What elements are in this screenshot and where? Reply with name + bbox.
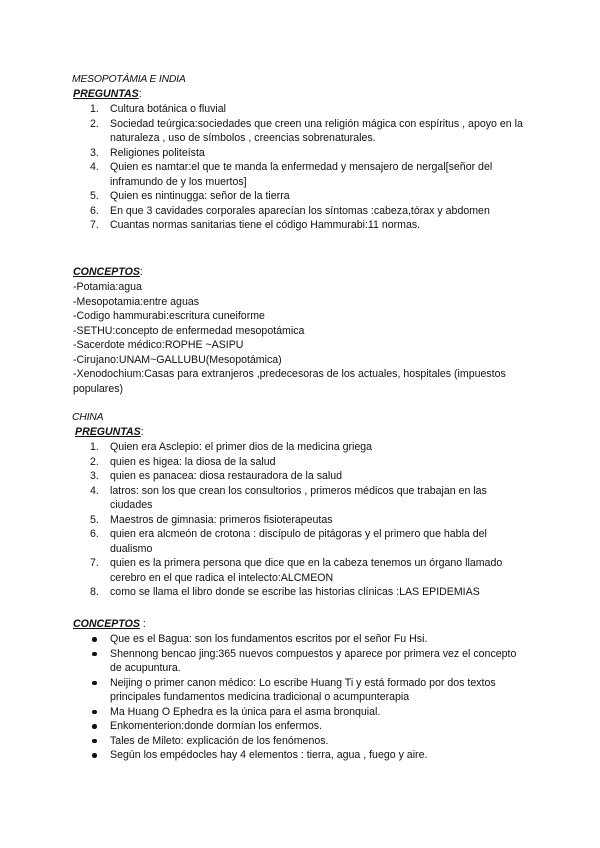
list-item: 4. latros: son los que crean los consultorios , primeros médicos que trabajan en las ciudades xyxy=(90,484,487,511)
list-item: 3. quien es panacea: diosa restauradora de la salud xyxy=(90,470,343,482)
list-item: 2. quien es higea: la diosa de la salud xyxy=(90,455,276,468)
concepto-line: -Potamia:agua xyxy=(73,281,142,293)
conceptos-heading-text: CONCEPTOS xyxy=(73,266,140,278)
preguntas-heading-2 xyxy=(75,425,144,440)
preguntas-list-1 xyxy=(76,102,526,233)
list-item: 1. Cultura botánica o fluvial xyxy=(90,103,227,115)
list-item: 1. Quien era Asclepio: el primer dios de la medicina griega xyxy=(90,441,373,453)
heading-colon: : xyxy=(139,266,143,278)
section-title-mesopotamia: MESOPOTÁMIA E INDIA xyxy=(72,74,186,85)
heading-colon: : xyxy=(138,88,142,100)
preguntas-heading-1 xyxy=(73,87,142,102)
bullet-icon xyxy=(92,724,97,729)
list-item: 8. como se llama el libro donde se escribe las historias clínicas :LAS EPIDEMIAS xyxy=(90,586,480,598)
conceptos-heading-text: CONCEPTOS xyxy=(73,618,140,630)
conceptos-heading-2 xyxy=(73,617,146,632)
list-item: 4. Quien es namtar:el que te manda la enfermedad y mensajero de nergal[señor del inframundo de y los muertos] xyxy=(90,161,493,188)
list-item: Tales de Mileto: explicación de los fenómenos. xyxy=(76,734,526,749)
concepto-line: -Mesopotamia:entre aguas xyxy=(73,296,200,308)
bullet-icon xyxy=(92,739,97,744)
list-item: 5. Maestros de gimnasia: primeros fisioterapeutas xyxy=(90,513,333,526)
conceptos-heading-1 xyxy=(73,265,143,280)
preguntas-list-2 xyxy=(76,440,526,600)
heading-colon: : xyxy=(140,426,144,438)
concepto-line: -Sacerdote médico:ROPHE ~ASIPU xyxy=(73,339,244,351)
bullet-icon xyxy=(92,652,97,657)
concepto-line: -Cirujano:UNAM~GALLUBU(Mesopotámica) xyxy=(73,354,282,366)
list-item: 6. quien era alcmeón de crotona : discípulo de pitágoras y el primero que habla del dualismo xyxy=(90,528,487,555)
list-item: Neijing o primer canon médico: Lo escribe Huang Ti y está formado por dos textos principales fundamentos medicina tradicional o acumpunterapia xyxy=(76,676,526,705)
heading-colon: : xyxy=(139,618,146,630)
bullet-icon xyxy=(92,681,97,686)
bullet-icon xyxy=(92,753,97,758)
list-item: Enkomenterion:donde dormían los enfermos. xyxy=(76,719,526,734)
preguntas-heading-text: PREGUNTAS xyxy=(75,426,141,438)
list-item: Que es el Bagua: son los fundamentos escritos por el señor Fu Hsi. xyxy=(76,632,526,647)
list-item: 7. Cuantas normas sanitarias tiene el código Hammurabi:11 normas. xyxy=(90,219,421,231)
list-item: 2. Sociedad teúrgica:sociedades que creen una religión mágica con espíritus , apoyo en la naturaleza , uso de símbolos , creencias sobrenaturales. xyxy=(90,117,523,144)
concepto-line: -Codigo hammurabi:escritura cuneiforme xyxy=(73,310,265,322)
list-item: Shennong bencao jing:365 nuevos compuestos y aparece por primera vez el concepto de acupuntura. xyxy=(76,647,526,676)
list-item: Según los empédocles hay 4 elementos : tierra, agua , fuego y aire. xyxy=(76,748,526,763)
list-item: 5. Quien es nintinugga: señor de la tierra xyxy=(90,190,290,202)
preguntas-heading-text: PREGUNTAS xyxy=(73,88,139,100)
list-item: Ma Huang O Ephedra es la única para el asma bronquial. xyxy=(76,705,526,720)
concepto-line: -Xenodochium:Casas para extranjeros ,predecesoras de los actuales, hospitales (impuestos xyxy=(73,368,506,380)
list-item: 7. quien es la primera persona que dice que en la cabeza tenemos un órgano llamado cerebro en el que radica el intelecto:ALCMEON xyxy=(90,557,503,584)
bullet-icon xyxy=(92,710,97,715)
concepto-line: populares) xyxy=(73,383,124,395)
list-item: 6. En que 3 cavidades corporales aparecían los síntomas :cabeza,tórax y abdomen xyxy=(90,204,490,217)
bullet-icon xyxy=(92,637,97,642)
concepto-line: -SETHU:concepto de enfermedad mesopotámica xyxy=(73,325,305,337)
list-item: 3. Religiones politeísta xyxy=(90,146,205,159)
section-title-china: CHINA xyxy=(72,412,104,423)
conceptos-list-2 xyxy=(76,632,526,763)
